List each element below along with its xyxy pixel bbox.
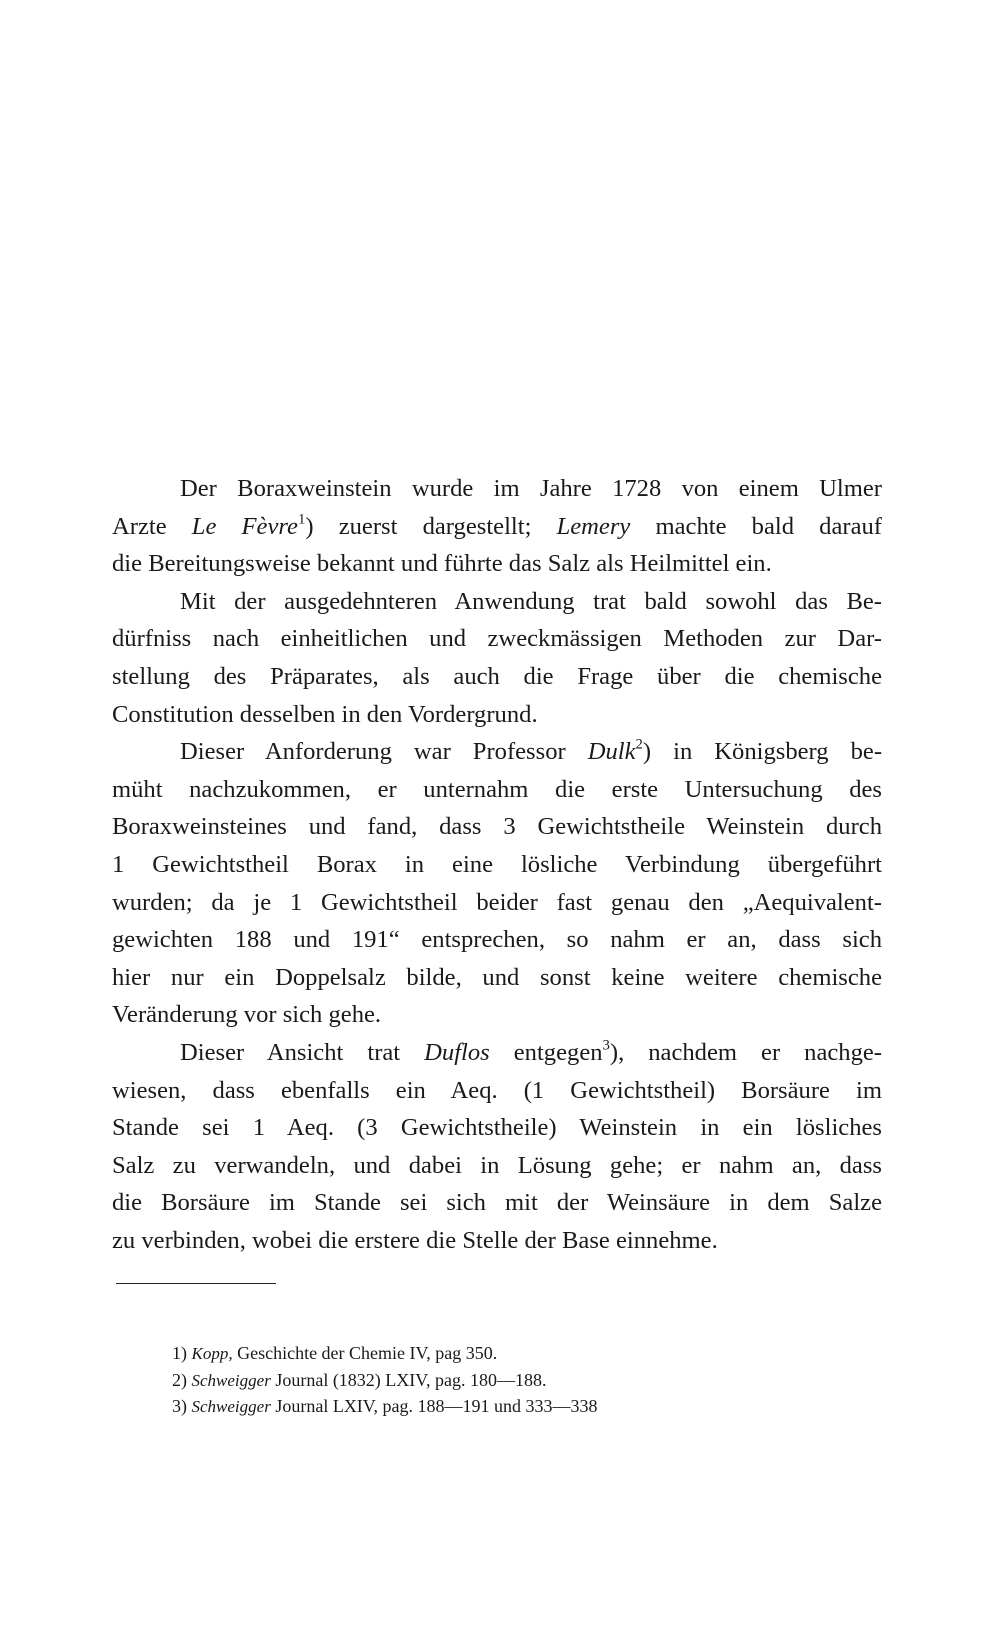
footnote xyxy=(172,1367,597,1394)
text-line xyxy=(112,583,882,621)
text-run: Mit der ausgedehnteren Anwendung trat bald sowohl das Be- xyxy=(180,587,882,615)
body-text xyxy=(112,470,882,1259)
text-run: ) zuerst dargestellt; xyxy=(305,512,557,540)
text-line xyxy=(112,1147,882,1185)
italic-name: Kopp, xyxy=(191,1344,233,1363)
italic-name: Schweigger xyxy=(191,1397,271,1416)
text-line xyxy=(112,470,882,508)
italic-name: Lemery xyxy=(556,512,631,540)
footnotes xyxy=(172,1340,597,1420)
text-line xyxy=(112,1072,882,1110)
text-run: 1) xyxy=(172,1343,192,1363)
text-line xyxy=(112,959,882,997)
italic-name: Schweigger xyxy=(191,1370,271,1390)
text-run: die Borsäure im Stande sei sich mit der Weinsäure in dem Salze xyxy=(112,1189,882,1217)
text-line xyxy=(112,996,882,1034)
footnote-marker: 3 xyxy=(602,1037,610,1054)
text-line xyxy=(112,658,882,696)
text-run: ) in Königsberg be- xyxy=(642,738,883,766)
text-run: 1 Gewichtstheil Borax in eine lösliche Verbindung übergeführt xyxy=(112,850,882,878)
text-run: gewichten 188 und 191“ entsprechen, so nahm er an, dass sich xyxy=(112,926,882,954)
text-run: 3) xyxy=(172,1396,192,1416)
text-line xyxy=(112,771,882,809)
italic-name: Duflos xyxy=(424,1038,490,1066)
text-run: 2) xyxy=(172,1369,192,1390)
text-run: wiesen, dass ebenfalls ein Aeq. (1 Gewichtstheil) Borsäure im xyxy=(112,1076,882,1104)
text-line xyxy=(112,1184,882,1222)
text-line xyxy=(112,846,882,884)
text-run: müht nachzukommen, er unternahm die erste Untersuchung des xyxy=(112,775,882,803)
text-run: Der Boraxweinstein wurde im Jahre 1728 von einem Ulmer xyxy=(180,475,882,502)
text-run: Constitution desselben in den Vordergrund. xyxy=(112,700,538,728)
paragraph xyxy=(112,583,882,733)
footnote xyxy=(172,1393,597,1420)
text-run: entgegen xyxy=(489,1038,603,1066)
text-run: zu verbinden, wobei die erstere die Stelle der Base einnehme. xyxy=(112,1226,718,1254)
text-line xyxy=(112,508,882,546)
text-run: Dieser Anforderung war Professor xyxy=(180,738,588,766)
text-run: wurden; da je 1 Gewichtstheil beider fast genau den „Aequivalent- xyxy=(112,888,882,916)
text-run: Geschichte der Chemie IV, pag 350. xyxy=(232,1343,498,1363)
text-run: machte bald darauf xyxy=(630,512,882,540)
text-line xyxy=(112,1034,882,1072)
text-run: Arzte xyxy=(112,512,192,540)
text-line xyxy=(112,1222,882,1260)
text-run: Dieser Ansicht trat xyxy=(180,1038,425,1066)
text-run: ), nachdem er nachge- xyxy=(609,1038,882,1066)
italic-name: Dulk xyxy=(587,738,636,766)
text-run: dürfniss nach einheitlichen und zweckmässigen Methoden zur Dar- xyxy=(112,625,882,653)
text-line xyxy=(112,733,882,771)
text-run: Veränderung vor sich gehe. xyxy=(112,1001,382,1029)
text-run: die Bereitungsweise bekannt und führte das Salz als Heilmittel ein. xyxy=(112,550,772,578)
text-line xyxy=(112,884,882,922)
footnote xyxy=(172,1340,597,1367)
paragraph xyxy=(112,733,882,1034)
text-line xyxy=(112,620,882,658)
text-run: stellung des Präparates, als auch die Frage über die chemische xyxy=(112,662,882,690)
text-line xyxy=(112,808,882,846)
text-line xyxy=(112,545,882,583)
text-run: Stande sei 1 Aeq. (3 Gewichtstheile) Weinstein in ein lösliches xyxy=(112,1114,882,1142)
footnote-marker: 1 xyxy=(297,511,306,528)
text-line xyxy=(112,921,882,959)
text-run: Salz zu verwandeln, und dabei in Lösung gehe; er nahm an, dass xyxy=(112,1151,882,1179)
text-run: hier nur ein Doppelsalz bilde, und sonst keine weitere chemische xyxy=(112,963,882,991)
text-line xyxy=(112,696,882,734)
paragraph xyxy=(112,470,882,583)
text-run: Boraxweinsteines und fand, dass 3 Gewichtstheile Weinstein durch xyxy=(112,813,882,841)
paragraph xyxy=(112,1034,882,1260)
text-run: Journal LXIV, pag. 188—191 und 333—338 xyxy=(270,1396,598,1416)
text-run: Journal (1832) LXIV, pag. 180—188. xyxy=(270,1369,547,1390)
footnote-marker: 2 xyxy=(635,736,643,753)
footnote-separator xyxy=(116,1283,276,1284)
italic-name: Le Fèvre xyxy=(191,512,298,540)
text-line xyxy=(112,1109,882,1147)
